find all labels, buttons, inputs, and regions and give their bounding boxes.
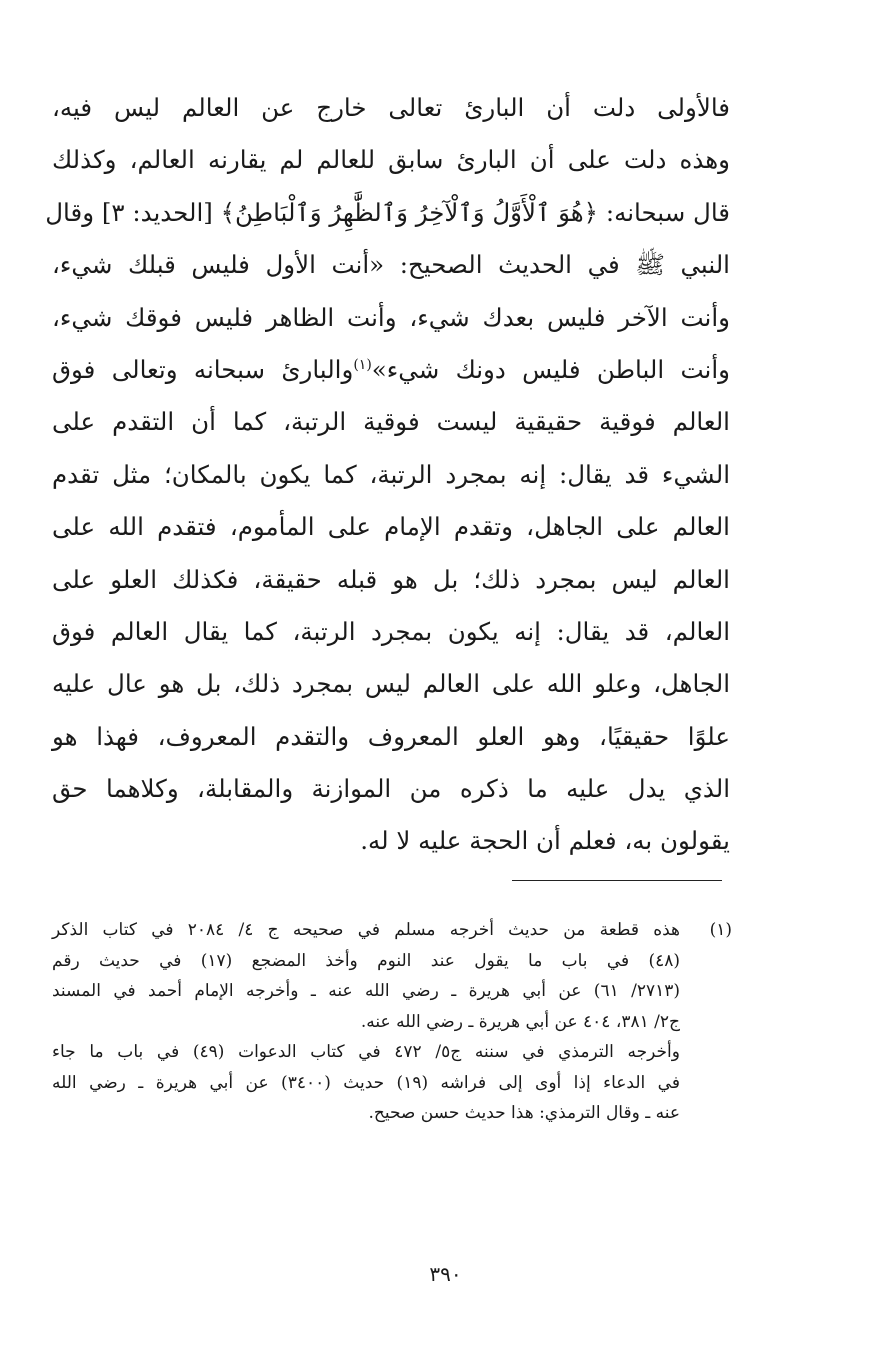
body-line: علوًا حقيقيًا، وهو العلو المعروف والتقدم المعروف، فهذا هو: [52, 721, 730, 751]
footnotes-section: [52, 915, 732, 1129]
body-line: يقولون به، فعلم أن الحجة عليه لا له.: [360, 826, 730, 856]
footnote-reference[interactable]: (١): [353, 356, 372, 373]
footnote-line: ج٢/ ٣٨١، ٤٠٤ عن أبي هريرة ـ رضي الله عنه.: [360, 1011, 680, 1032]
main-body-text: [45, 82, 730, 868]
body-line: وأنت الآخر فليس بعدك شيء، وأنت الظاهر فليس فوقك شيء،: [52, 302, 730, 332]
body-line-with-footnote-ref: [52, 344, 730, 396]
footnote-line: (٤٨) في باب ما يقول عند النوم وأخذ المضجع (١٧) في حديث رقم: [52, 950, 680, 971]
footnote-line: هذه قطعة من حديث أخرجه مسلم في صحيحه ج ٤/ ٢٠٨٤ في كتاب الذكر: [52, 920, 680, 940]
body-line: العالم على الجاهل، وتقدم الإمام على المأموم، فتقدم الله على: [52, 512, 730, 542]
footnote-1: [52, 915, 732, 1037]
footnote-line: وأخرجه الترمذي في سننه ج٥/ ٤٧٢ في كتاب الدعوات (٤٩) في باب ما جاء: [52, 1042, 680, 1062]
footnote-1-continued: [52, 1037, 732, 1129]
footnote-divider: [512, 880, 722, 881]
body-line: الذي يدل عليه ما ذكره من الموازنة والمقابلة، وكلاهما حق: [52, 774, 730, 804]
body-line-start: وأنت الباطن فليس دونك شيء»: [371, 354, 730, 384]
body-line: وهذه دلت على أن البارئ سابق للعالم لم يقارنه العالم، وكذلك: [52, 145, 730, 175]
footnote-line: في الدعاء إذا أوى إلى فراشه (١٩) حديث (٣٤٠٠) عن أبي هريرة ـ رضي الله: [52, 1072, 680, 1093]
footnote-line: عنه ـ وقال الترمذي: هذا حديث حسن صحيح.: [368, 1103, 680, 1123]
body-line: فالأولى دلت أن البارئ تعالى خارج عن العالم ليس فيه،: [52, 93, 730, 122]
body-line: العالم فوقية حقيقية ليست فوقية الرتبة، كما أن التقدم على: [52, 407, 730, 437]
body-line: العالم، قد يقال: إنه يكون بمجرد الرتبة، كما يقال العالم فوق: [52, 616, 730, 646]
page-number: ٣٩٠: [429, 1262, 462, 1286]
footnote-number: (١): [709, 920, 732, 940]
body-line: النبي ﷺ في الحديث الصحيح: «أنت الأول فليس قبلك شيء،: [52, 250, 730, 280]
body-line: الجاهل، وعلو الله على العالم ليس بمجرد ذلك، بل هو عال عليه: [52, 669, 730, 699]
body-line-end: والبارئ سبحانه وتعالى فوق: [52, 354, 354, 384]
body-line: الشيء قد يقال: إنه بمجرد الرتبة، كما يكون بالمكان؛ مثل تقدم: [52, 459, 730, 489]
body-line: العالم ليس بمجرد ذلك؛ بل هو قبله حقيقة، فكذلك العلو على: [52, 564, 730, 594]
footnote-line: (٢٧١٣/ ٦١) عن أبي هريرة ـ رضي الله عنه ـ وأخرجه الإمام أحمد في المسند: [52, 981, 680, 1001]
body-line: قال سبحانه: ﴿هُوَ ٱلْأَوَّلُ وَٱلْآخِرُ وَٱلظَّٰهِرُ وَٱلْبَاطِنُ﴾ [الحديد: ٣] وقال: [45, 197, 730, 227]
